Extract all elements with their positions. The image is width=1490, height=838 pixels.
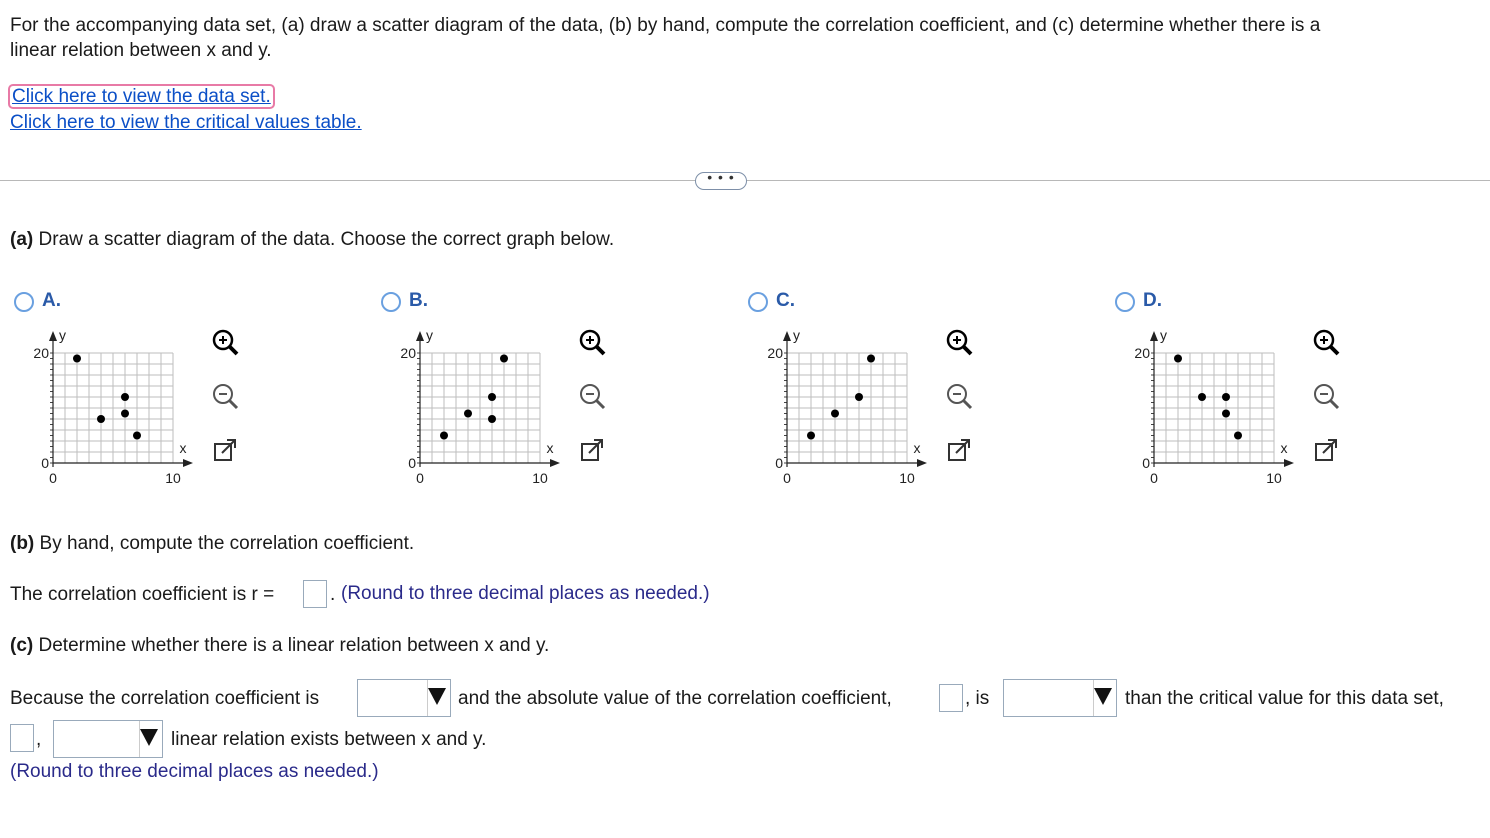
data-point bbox=[1174, 355, 1182, 363]
data-point bbox=[464, 410, 472, 418]
abs-correlation-input[interactable] bbox=[939, 684, 963, 712]
x-tick-label: 10 bbox=[532, 470, 548, 486]
x-axis-arrow bbox=[1284, 459, 1294, 467]
view-critical-values-link[interactable]: Click here to view the critical values table. bbox=[10, 112, 362, 133]
option-a-scatter bbox=[20, 322, 220, 492]
part-b-round-note: (Round to three decimal places as needed.) bbox=[341, 583, 710, 604]
zoom-in-icon[interactable] bbox=[210, 327, 240, 357]
x-tick-label: 10 bbox=[899, 470, 915, 486]
part-c-sentence-4: than the critical value for this data set, bbox=[1125, 688, 1444, 709]
y-axis-arrow bbox=[49, 331, 57, 341]
data-point bbox=[440, 432, 448, 440]
x-axis-arrow bbox=[183, 459, 193, 467]
x-tick-label: 0 bbox=[416, 470, 424, 486]
option-d-label: D. bbox=[1143, 290, 1162, 311]
view-data-set-link[interactable]: Click here to view the data set. bbox=[12, 86, 271, 107]
zoom-out-icon[interactable] bbox=[210, 381, 240, 411]
option-c-radio[interactable] bbox=[748, 292, 768, 312]
part-c-text: Determine whether there is a linear relation between x and y. bbox=[38, 635, 550, 656]
option-a-label: A. bbox=[42, 290, 61, 311]
critical-value-input[interactable] bbox=[10, 724, 34, 752]
data-point bbox=[831, 410, 839, 418]
correlation-period: . bbox=[330, 584, 336, 605]
x-axis-label: x bbox=[913, 440, 921, 456]
x-tick-label: 0 bbox=[49, 470, 57, 486]
x-axis-label: x bbox=[546, 440, 554, 456]
open-external-icon[interactable] bbox=[944, 436, 974, 466]
part-c-round-note: (Round to three decimal places as needed.) bbox=[10, 761, 379, 782]
x-tick-label: 10 bbox=[1266, 470, 1282, 486]
comparison-select[interactable] bbox=[1003, 679, 1117, 717]
x-axis-arrow bbox=[917, 459, 927, 467]
part-a-prompt bbox=[10, 228, 614, 252]
y-axis-arrow bbox=[783, 331, 791, 341]
correlation-prefix: The correlation coefficient is r = bbox=[10, 584, 275, 605]
dropdown-arrow-icon bbox=[140, 729, 158, 746]
open-external-icon[interactable] bbox=[210, 436, 240, 466]
zoom-in-icon[interactable] bbox=[577, 327, 607, 357]
zoom-out-icon[interactable] bbox=[1311, 381, 1341, 411]
x-tick-label: 10 bbox=[165, 470, 181, 486]
data-point bbox=[855, 393, 863, 401]
y-tick-label: 0 bbox=[408, 455, 416, 471]
data-point bbox=[500, 355, 508, 363]
part-c-label: (c) bbox=[10, 635, 34, 656]
relation-exists-select[interactable] bbox=[53, 720, 163, 758]
y-axis-label: y bbox=[59, 327, 66, 343]
option-b-radio[interactable] bbox=[381, 292, 401, 312]
y-tick-label: 20 bbox=[1134, 345, 1150, 361]
y-axis-arrow bbox=[1150, 331, 1158, 341]
y-tick-label: 20 bbox=[33, 345, 49, 361]
data-point bbox=[488, 393, 496, 401]
part-b-label: (b) bbox=[10, 533, 35, 554]
part-a-label: (a) bbox=[10, 229, 34, 250]
option-a-radio[interactable] bbox=[14, 292, 34, 312]
x-axis-arrow bbox=[550, 459, 560, 467]
option-c-label: C. bbox=[776, 290, 795, 311]
y-axis-label: y bbox=[1160, 327, 1167, 343]
part-c-prompt bbox=[10, 634, 549, 658]
option-d-scatter bbox=[1121, 322, 1321, 492]
question-intro-line1: For the accompanying data set, (a) draw a scatter diagram of the data, (b) by hand, compute the correlation coefficient, and (c) determine whether there is a bbox=[10, 15, 1321, 36]
x-axis-label: x bbox=[179, 440, 187, 456]
correlation-input[interactable] bbox=[303, 580, 327, 608]
data-point bbox=[73, 355, 81, 363]
data-point bbox=[1198, 393, 1206, 401]
x-tick-label: 0 bbox=[783, 470, 791, 486]
open-external-icon[interactable] bbox=[1311, 436, 1341, 466]
option-b-scatter bbox=[387, 322, 587, 492]
y-axis-label: y bbox=[426, 327, 433, 343]
data-point bbox=[97, 415, 105, 423]
zoom-out-icon[interactable] bbox=[944, 381, 974, 411]
data-point bbox=[1222, 393, 1230, 401]
expand-more-button[interactable]: • • • bbox=[695, 172, 747, 190]
data-point bbox=[807, 432, 815, 440]
x-tick-label: 0 bbox=[1150, 470, 1158, 486]
y-tick-label: 0 bbox=[41, 455, 49, 471]
part-b-text: By hand, compute the correlation coefficient. bbox=[39, 533, 415, 554]
data-point bbox=[488, 415, 496, 423]
y-tick-label: 20 bbox=[767, 345, 783, 361]
data-point bbox=[121, 393, 129, 401]
part-b-prompt bbox=[10, 532, 414, 556]
option-b-label: B. bbox=[409, 290, 428, 311]
correlation-sign-select[interactable] bbox=[357, 679, 451, 717]
option-c-scatter bbox=[754, 322, 954, 492]
dropdown-arrow-icon bbox=[1094, 688, 1112, 705]
y-tick-label: 20 bbox=[400, 345, 416, 361]
option-d-radio[interactable] bbox=[1115, 292, 1135, 312]
zoom-in-icon[interactable] bbox=[944, 327, 974, 357]
question-intro-line2: linear relation between x and y. bbox=[10, 40, 272, 61]
y-axis-label: y bbox=[793, 327, 800, 343]
data-point bbox=[1222, 410, 1230, 418]
dropdown-arrow-icon bbox=[428, 688, 446, 705]
open-external-icon[interactable] bbox=[577, 436, 607, 466]
zoom-out-icon[interactable] bbox=[577, 381, 607, 411]
data-point bbox=[121, 410, 129, 418]
part-c-sentence-3: , is bbox=[965, 688, 990, 709]
part-c-comma: , bbox=[36, 729, 42, 750]
part-c-sentence-1: Because the correlation coefficient is bbox=[10, 688, 320, 709]
x-axis-label: x bbox=[1280, 440, 1288, 456]
data-point bbox=[867, 355, 875, 363]
part-c-sentence-2: and the absolute value of the correlation coefficient, bbox=[458, 688, 892, 709]
zoom-in-icon[interactable] bbox=[1311, 327, 1341, 357]
y-tick-label: 0 bbox=[1142, 455, 1150, 471]
y-tick-label: 0 bbox=[775, 455, 783, 471]
y-axis-arrow bbox=[416, 331, 424, 341]
part-c-sentence-5: linear relation exists between x and y. bbox=[171, 729, 487, 750]
data-point bbox=[133, 432, 141, 440]
data-point bbox=[1234, 432, 1242, 440]
part-a-text: Draw a scatter diagram of the data. Choose the correct graph below. bbox=[38, 229, 615, 250]
